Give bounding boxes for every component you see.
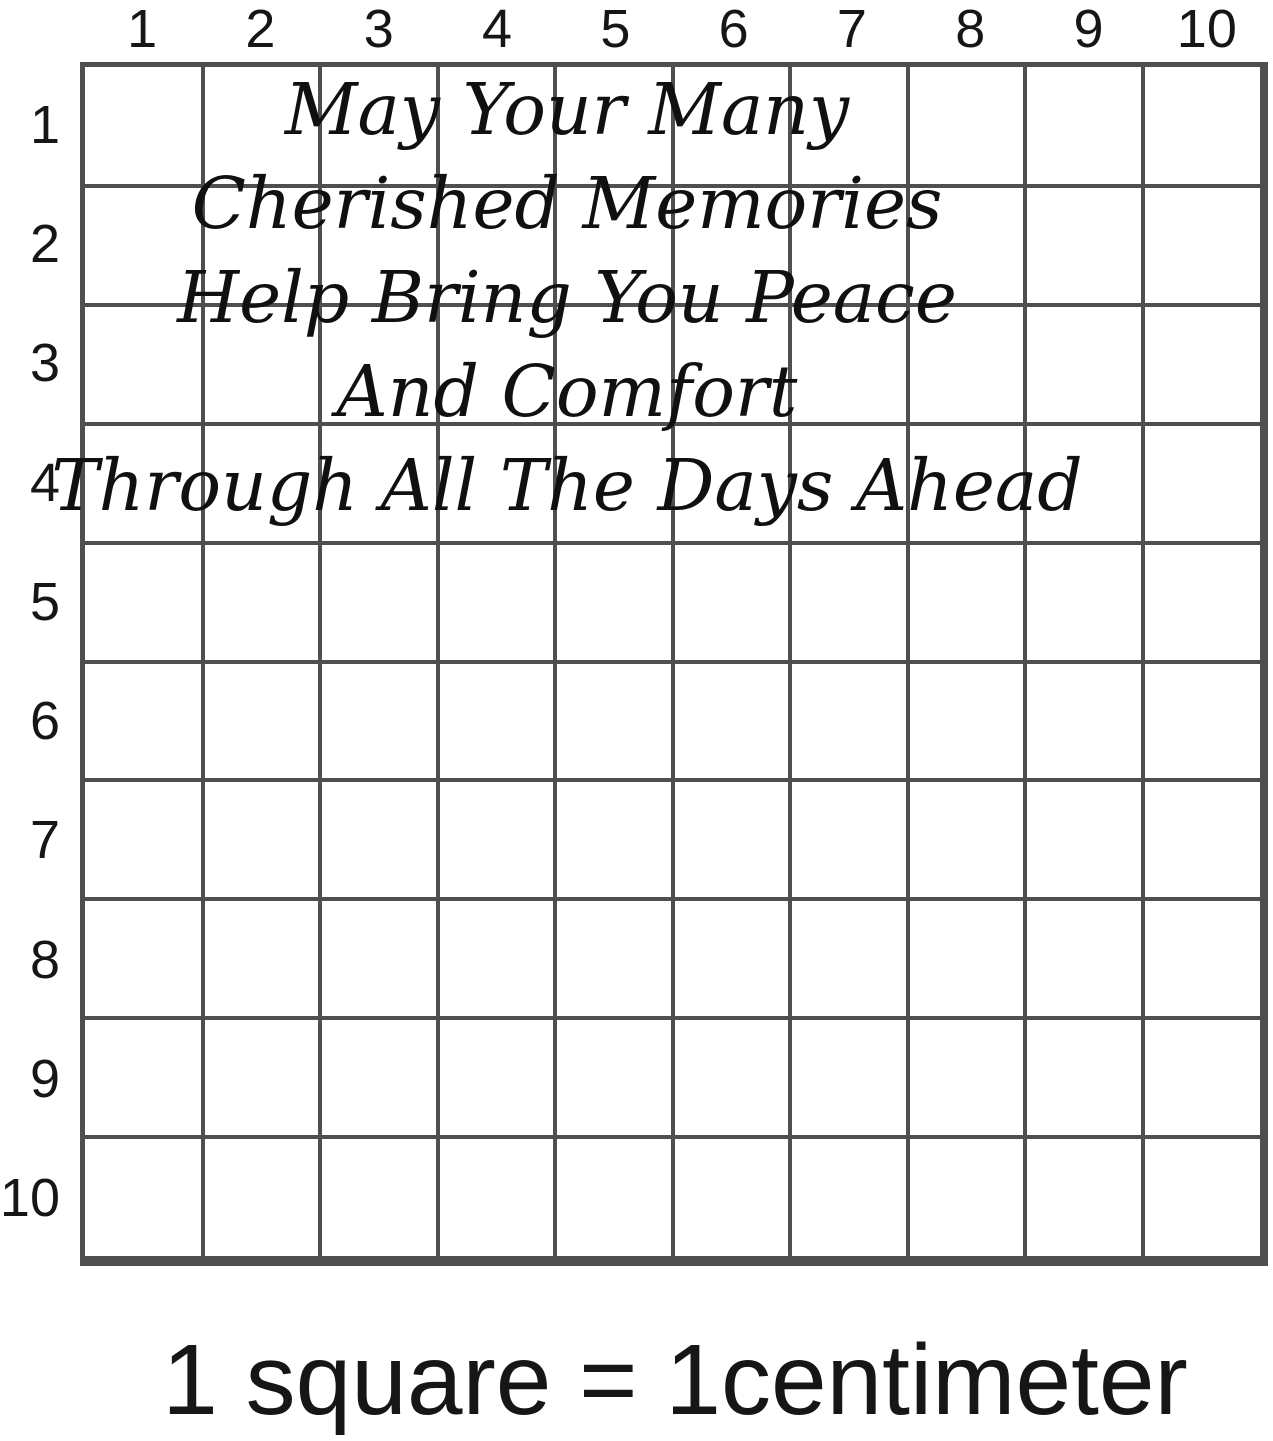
grid-line-horizontal — [85, 184, 1260, 188]
row-label: 1 — [29, 94, 60, 155]
row-label: 5 — [29, 571, 60, 632]
grid-line-horizontal — [85, 303, 1260, 307]
row-label: 6 — [29, 691, 60, 752]
column-label: 7 — [836, 0, 867, 59]
column-labels — [83, 0, 1266, 58]
engraving-line: Help Bring You Peace — [177, 256, 957, 339]
column-label: 6 — [718, 0, 749, 59]
column-label: 9 — [1073, 0, 1104, 59]
column-label: 2 — [245, 0, 276, 59]
cm-grid — [80, 62, 1268, 1266]
row-label: 2 — [29, 213, 60, 274]
grid-line-horizontal — [85, 897, 1260, 901]
scale-caption: 1 square = 1centimeter — [162, 1324, 1188, 1436]
column-label: 10 — [1176, 0, 1237, 59]
grid-line-horizontal — [85, 541, 1260, 545]
engraving-line: Through All The Days Ahead — [51, 444, 1083, 527]
engraving-line: Cherished Memories — [191, 162, 943, 245]
column-label: 4 — [482, 0, 513, 59]
row-label: 9 — [29, 1049, 60, 1110]
row-labels — [0, 65, 66, 1258]
column-label: 8 — [955, 0, 986, 59]
row-label: 7 — [29, 810, 60, 871]
grid-line-horizontal — [85, 1135, 1260, 1139]
column-label: 3 — [363, 0, 394, 59]
engraving-line: And Comfort — [336, 350, 798, 433]
grid-line-horizontal — [85, 660, 1260, 664]
engraving-line: May Your Many — [284, 68, 850, 151]
row-label: 3 — [29, 333, 60, 394]
grid-line-horizontal — [85, 422, 1260, 426]
row-label: 4 — [29, 452, 60, 513]
grid-line-horizontal — [85, 1016, 1260, 1020]
row-label: 10 — [0, 1168, 60, 1229]
row-label: 8 — [29, 929, 60, 990]
column-label: 1 — [127, 0, 158, 59]
grid-line-horizontal — [85, 778, 1260, 782]
column-label: 5 — [600, 0, 631, 59]
